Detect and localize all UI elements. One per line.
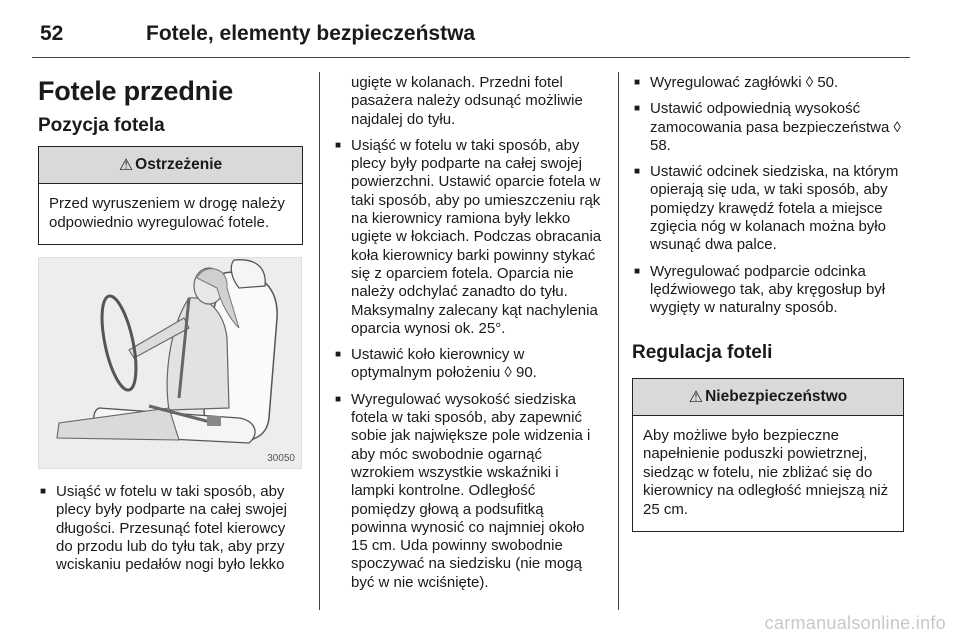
subsection-title-2: Regulacja foteli <box>632 341 773 363</box>
col3-bullet-list <box>632 74 904 318</box>
col1-bullet-list <box>38 483 303 574</box>
bullet-icon: ■ <box>634 166 641 178</box>
warning-box-text: Przed wyruszeniem w drogę należy odpowiednio wyregulować fotele. <box>49 195 285 231</box>
subsection-title: Pozycja fotela <box>38 115 165 136</box>
continued-text: ugięte w kolanach. Przedni fotel pasażera należy odsunąć możliwie najdalej do tyłu. <box>351 74 583 128</box>
page-number: 52 <box>40 22 64 45</box>
column-3 <box>632 74 904 532</box>
seat-illustration-icon <box>39 258 301 468</box>
bullet-icon: ■ <box>335 349 342 361</box>
list-item: ■ Ustawić koło kierownicy w optymalnym położeniu ◊ 90. <box>335 346 537 382</box>
list-item: ■ Usiąść w fotelu w taki sposób, aby plecy były podparte na całej swojej powierzchni. Ustawić oparcie fotela w taki sposób, aby po umieszczeniu rąk na kierownicy ramiona były lekko ugięte w łokciach. Podczas obracania koła kierownicy barki powinny stykać się z oparciem fotela. Oparcia nie należy odchylać zanadto do tyłu. Maksymalny zalecany kąt nachylenia oparcia wynosi ok. 25°. <box>335 136 602 337</box>
running-title: Fotele, elementy bezpieczeństwa <box>146 22 476 45</box>
bullet-icon: ■ <box>40 486 47 497</box>
danger-box <box>632 378 904 533</box>
column-2 <box>333 74 603 600</box>
bullet-icon: ■ <box>335 393 342 405</box>
bullet-icon: ■ <box>634 77 641 88</box>
warning-box <box>38 146 303 245</box>
list-item: ■ Ustawić odcinek siedziska, na którym opierają się uda, w taki sposób, aby pomiędzy krawędź fotela a miejsce zgięcia nóg w kolanach można było wsunąć dwa palce. <box>634 163 899 254</box>
column-1 <box>38 66 303 582</box>
list-item: ■ Ustawić odpowiednią wysokość zamocowania pasa bezpieczeństwa ◊ 58. <box>634 100 901 154</box>
danger-box-text: Aby możliwe było bezpieczne napełnienie poduszki powietrznej, siedząc w fotelu, nie zbliżać się do kierownicy na odległość mniejszą niż 25 cm. <box>643 426 889 518</box>
header-divider <box>32 57 910 58</box>
seat-position-illustration <box>38 257 302 469</box>
warning-icon: ⚠ <box>118 157 134 174</box>
page-header <box>32 14 912 50</box>
list-item: ■ Wyregulować zagłówki ◊ 50. <box>634 74 839 91</box>
figure-number: 30050 <box>267 453 295 464</box>
warning-box-title: Ostrzeżenie <box>135 156 223 173</box>
watermark: carmanualsonline.info <box>764 613 946 633</box>
column-divider-1 <box>319 72 320 610</box>
col2-bullet-list <box>333 137 603 592</box>
warning-box-header <box>39 147 302 184</box>
bullet-icon: ■ <box>634 103 641 115</box>
column-divider-2 <box>618 72 619 610</box>
bullet-icon: ■ <box>634 265 641 277</box>
danger-box-header <box>633 379 903 416</box>
section-title: Fotele przednie <box>38 76 234 106</box>
danger-box-title: Niebezpieczeństwo <box>705 387 848 405</box>
list-item: ■ Wyregulować podparcie odcinka lędźwiowego tak, aby kręgosłup był wygięty w naturalny sposób. <box>634 262 886 317</box>
list-item: ■ Usiąść w fotelu w taki sposób, aby plecy były podparte na całej swojej długości. Przesunąć fotel kierowcy do przodu lub do tyłu tak, aby przy wciskaniu pedałów nogi było lekko <box>40 483 287 574</box>
warning-icon: ⚠ <box>688 388 704 406</box>
bullet-icon: ■ <box>335 139 342 151</box>
list-item: ■ Wyregulować wysokość siedziska fotela w taki sposób, aby zapewnić sobie jak największe pole widzenia i aby móc swobodnie ogarnąć wzrokiem wszystkie wskaźniki i lampki kontrolne. Odległość pomiędzy głową a podsufitką powinna wynosić co najmniej około 15 cm. Uda powinny swobodnie spoczywać na siedzisku (nie mogą być w nie wciśnięte). <box>335 390 591 591</box>
